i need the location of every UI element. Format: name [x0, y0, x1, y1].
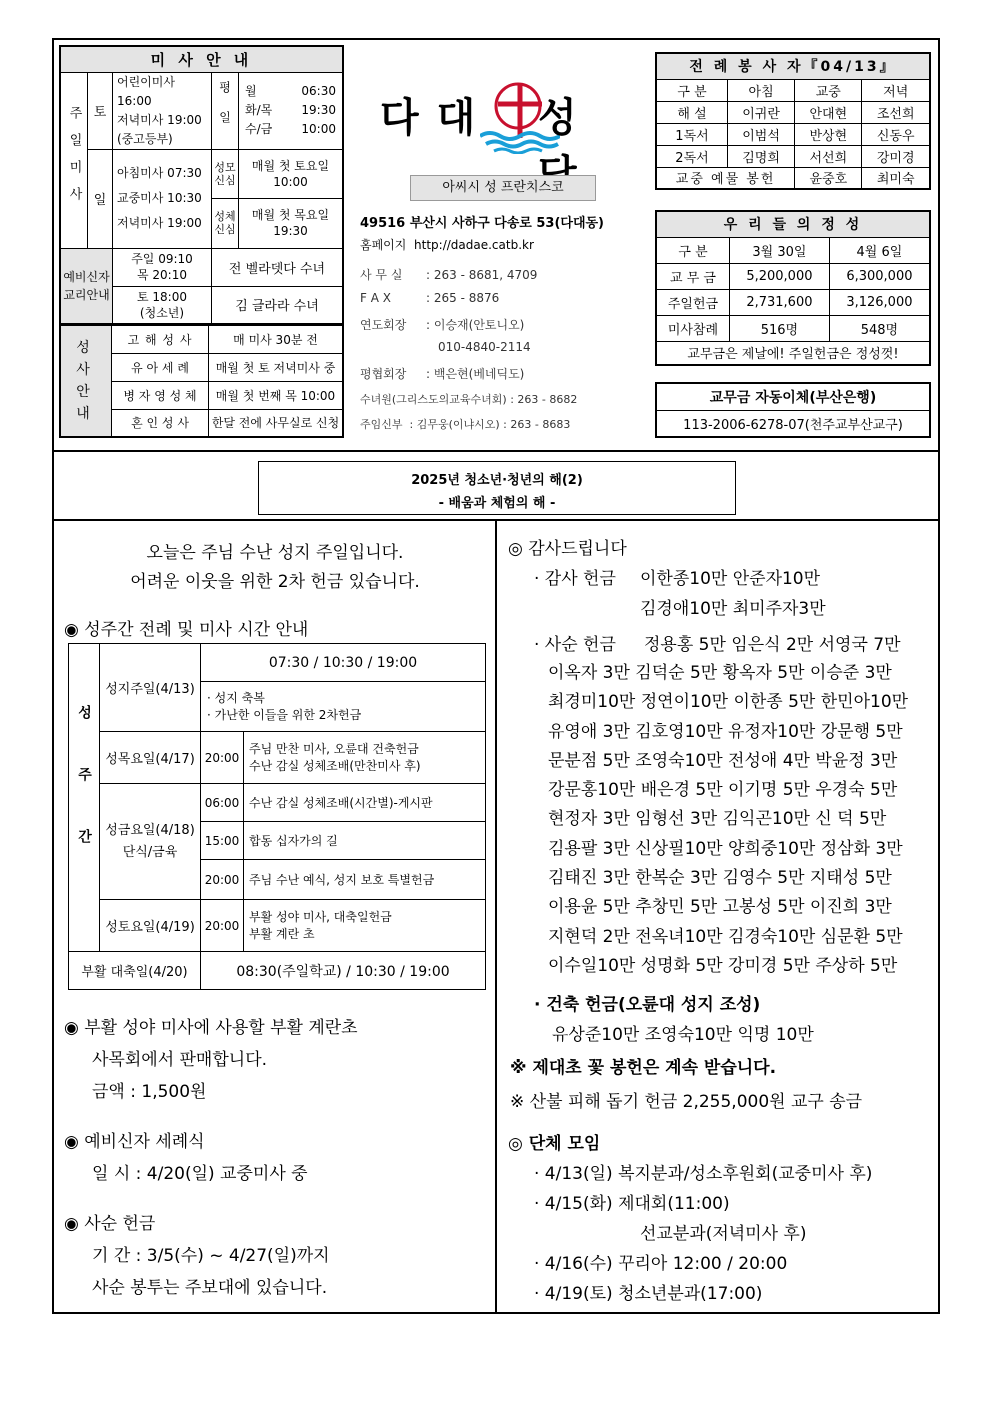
auto-transfer-box [655, 382, 931, 438]
holy-saturday-notes: 부활 성야 미사, 대축일헌금 부활 계란 초 [244, 900, 486, 952]
server-cell: 신동우 [862, 123, 930, 145]
holyweek-heading: ◉ 성주간 전례 및 미사 시간 안내 [64, 620, 309, 640]
liturgy-servers-table [655, 52, 931, 190]
contact-convent: 수녀원(그리스도의교육수녀회) : 263 - 8682 [360, 393, 578, 406]
auto-transfer-title: 교무금 자동이체(부산은행) [656, 383, 930, 410]
donor-line: 김용팔 3만 신상필10만 양희중10만 정삼화 3만 [548, 838, 903, 859]
header-cell: 저녁 [862, 79, 930, 101]
offering-row-label: 주일헌금 [656, 289, 730, 315]
server-cell: 이범석 [728, 123, 795, 145]
offering-value: 5,200,000 [730, 263, 830, 289]
group-meetings-heading: ◎ 단체 모임 [508, 1134, 601, 1154]
theme-line1: 2025년 청소년·청년의 해(2) [411, 473, 583, 488]
palm-sunday-times: 07:30 / 10:30 / 19:00 [201, 644, 486, 682]
donor-line: 지현덕 2만 전옥녀10만 김경숙10만 심문환 5만 [548, 926, 903, 947]
good-friday-label: 성금요일(4/18) 단식/금육 [100, 784, 201, 900]
egg-candle-line1: 사목회에서 판매합니다. [92, 1050, 268, 1070]
offering-label: 교중 예물 봉헌 [656, 167, 795, 189]
offerings-note: 교무금은 제날에! 주일헌금은 정성껏! [656, 341, 930, 365]
server-cell: 최미숙 [862, 167, 930, 189]
parish-name-part1: 다 대 [380, 95, 478, 141]
sacrament-value: 매 미사 30분 전 [209, 325, 344, 353]
group-meeting: · 4/13(일) 복지분과/성소후원회(교중미사 후) [534, 1164, 873, 1184]
palm-sunday-label: 성지주일(4/13) [100, 644, 201, 732]
contact-pyeonghyup: 평협회장 : 백은현(베네딕도) [360, 367, 525, 381]
header-cell: 구 분 [656, 237, 730, 263]
lent-offering-line1: 기 간 : 3/5(수) ~ 4/27(일)까지 [92, 1246, 330, 1266]
header-cell: 아침 [728, 79, 795, 101]
lent-donors-list [548, 659, 908, 981]
sacrament-name: 유 아 세 례 [112, 353, 209, 381]
offering-row-label: 미사참례 [656, 315, 730, 341]
weekday-label: 평일 [212, 72, 239, 149]
auto-transfer-account: 113-2006-6278-07(천주교부산교구) [656, 410, 930, 437]
palm-sunday-notes: · 성지 축복 · 가난한 이들을 위한 2차헌금 [201, 682, 486, 732]
donor-line: 김태진 3만 한복순 3만 김영수 5만 지태성 5만 [548, 868, 892, 889]
contact-office: 사 무 실 : 263 - 8681, 4709 [360, 268, 538, 282]
offering-value: 548명 [829, 315, 930, 341]
donor-line: 이옥자 3만 김덕순 5만 황옥자 5만 이승준 3만 [548, 663, 892, 683]
server-cell: 조선희 [862, 101, 930, 123]
lent-offering-line2: 사순 봉투는 주보대에 있습니다. [92, 1278, 328, 1298]
devotion1-label: 성모신심 [212, 150, 239, 199]
header-cell: 4월 6일 [829, 237, 930, 263]
catechumen1-teacher: 전 벨라뎃다 수녀 [212, 248, 344, 286]
contact-fax: F A X : 265 - 8876 [360, 291, 500, 305]
egg-candle-heading: ◉ 부활 성야 미사에 사용할 부활 계란초 [64, 1018, 358, 1038]
thanks-heading: ◎ 감사드립니다 [508, 539, 627, 559]
header-cell: 구 분 [656, 79, 728, 101]
altar-flower-note: ※ 제대초 꽃 봉헌은 계속 받습니다. [510, 1058, 777, 1078]
contact-yeondo: 연도회장 : 이승재(안토니오) [360, 318, 525, 332]
offering-value: 2,731,600 [730, 289, 830, 315]
server-cell: 강미경 [862, 145, 930, 167]
good-friday-event: 합동 십자가의 길 [244, 822, 486, 860]
devotion2-label: 성체신심 [212, 199, 239, 248]
baptism-line1: 일 시 : 4/20(일) 교중미사 중 [92, 1164, 308, 1184]
sun-mass-times: 아침미사 07:30 교중미사 10:30 저녁미사 19:00 [113, 149, 212, 248]
server-cell: 서선희 [795, 145, 862, 167]
sun-label: 일 [88, 149, 113, 248]
thanks-offering-line2: 김경애10만 최미주자3만 [640, 599, 826, 619]
thanks-offering-line1: 이한종10만 안준자10만 [640, 569, 821, 589]
good-friday-time: 06:00 [201, 784, 244, 822]
lent-donors-label: · 사순 헌금 [534, 635, 616, 655]
holyweek-table [68, 643, 486, 990]
sacrament-value: 매월 첫 토 저녁미사 중 [209, 353, 344, 381]
group-meeting: 선교분과(저녁미사 후) [640, 1224, 807, 1244]
holyweek-label: 성주간 [69, 644, 100, 952]
catechumen1-time: 주일 09:10 목 20:10 [113, 248, 212, 286]
intro-line2: 어려운 이웃을 위한 2차 헌금 있습니다. [130, 572, 420, 592]
intro-line1: 오늘은 주님 수난 성지 주일입니다. [146, 543, 404, 563]
homepage-row [360, 236, 534, 253]
holy-thursday-time: 20:00 [201, 732, 244, 784]
mass-info-title: 미 사 안 내 [60, 46, 343, 72]
donor-line: 문분점 5만 조영숙10만 전성애 4만 박윤정 3만 [548, 750, 898, 771]
sat-label: 토 [88, 72, 113, 149]
sacrament-value: 매월 첫 번째 목 10:00 [209, 381, 344, 409]
divider [495, 519, 497, 1314]
donor-line: 이수일10만 성명화 5만 강미경 5만 주상하 5만 [548, 955, 898, 976]
good-friday-time: 20:00 [201, 860, 244, 900]
role-cell: 2독서 [656, 145, 728, 167]
homepage-label: 홈페이지 [360, 238, 407, 252]
holy-saturday-label: 성토요일(4/19) [100, 900, 201, 952]
offering-value: 6,300,000 [829, 263, 930, 289]
homepage-link[interactable]: http://dadae.catb.kr [414, 238, 534, 252]
lent-offering-heading: ◉ 사순 헌금 [64, 1214, 156, 1234]
catechumen-label: 예비신자교리안내 [60, 248, 113, 324]
sacrament-name: 혼 인 성 사 [112, 409, 209, 437]
sacraments-label: 성사안내 [60, 325, 112, 437]
mass-info-table [59, 45, 344, 325]
lent-donors-first: 정용홍 5만 임은식 2만 서영국 7만 [644, 635, 901, 655]
sacrament-name: 고 해 성 사 [112, 325, 209, 353]
egg-candle-line2: 금액 : 1,500원 [92, 1082, 207, 1102]
group-meeting: · 4/15(화) 제대회(11:00) [534, 1194, 730, 1214]
catechumen2-time: 토 18:00 (청소년) [113, 286, 212, 324]
donor-line: 현정자 3만 임형선 3만 김익곤10만 신 덕 5만 [548, 809, 887, 830]
sacrament-value: 한달 전에 사무실로 신청 [209, 409, 344, 437]
holy-saturday-time: 20:00 [201, 900, 244, 952]
server-cell: 이귀란 [728, 101, 795, 123]
contact-phone: 010-4840-2114 [438, 340, 531, 354]
server-cell: 김명희 [728, 145, 795, 167]
devotion2-value: 매월 첫 목요일 19:30 [251, 208, 330, 239]
thanks-offering-label: · 감사 헌금 [534, 569, 616, 589]
server-cell: 윤중호 [795, 167, 862, 189]
server-cell: 안대현 [795, 101, 862, 123]
easter-label: 부활 대축일(4/20) [69, 952, 201, 990]
donor-line: 유영애 3만 김호영10만 유정자10만 강문행 5만 [548, 721, 903, 742]
theme-box [258, 461, 736, 515]
group-meeting: · 4/19(토) 청소년분과(17:00) [534, 1284, 763, 1304]
offerings-table [655, 210, 931, 366]
sunday-mass-label: 주일미사 [60, 72, 88, 248]
donor-line: 강문홍10만 배은경 5만 이기명 5만 우경숙 5만 [548, 780, 898, 801]
address: 49516 부산시 사하구 다송로 53(다대동) [360, 216, 605, 231]
divider [52, 450, 940, 452]
role-cell: 1독서 [656, 123, 728, 145]
offering-value: 516명 [730, 315, 830, 341]
wildfire-relief-note: ※ 산불 피해 돕기 헌금 2,255,000원 교구 송금 [510, 1092, 863, 1112]
offerings-title: 우 리 들 의 정 성 [656, 211, 930, 237]
header-cell: 교중 [795, 79, 862, 101]
devotion1-value: 매월 첫 토요일 10:00 [239, 150, 343, 199]
server-cell: 반상현 [795, 123, 862, 145]
donor-line: 이용윤 5만 추창민 5만 고봉성 5만 이진희 3만 [548, 897, 892, 918]
group-meeting: · 4/16(수) 꾸리아 12:00 / 20:00 [534, 1254, 788, 1274]
good-friday-event: 수난 감실 성체조배(시간별)-게시판 [244, 784, 486, 822]
patron-saint: 아씨시 성 프란치스코 [410, 175, 596, 201]
offering-value: 3,126,000 [829, 289, 930, 315]
sacrament-name: 병 자 영 성 체 [112, 381, 209, 409]
weekday-mass-times: 월 06:30 화/목 19:30 수/금 10:00 [239, 72, 344, 149]
donor-line: 최경미10만 정연이10만 이한종 5만 한민아10만 [548, 692, 909, 713]
baptism-heading: ◉ 예비신자 세례식 [64, 1132, 205, 1152]
offering-row-label: 교 무 금 [656, 263, 730, 289]
role-cell: 해 설 [656, 101, 728, 123]
good-friday-time: 15:00 [201, 822, 244, 860]
building-offering-line: 유상준10만 조영숙10만 익명 10만 [552, 1025, 814, 1045]
sat-mass-times: 어린이미사 16:00 저녁미사 19:00 (중고등부) [113, 72, 212, 149]
holy-thursday-notes: 주님 만찬 미사, 오륜대 건축헌금 수난 감실 성체조배(만찬미사 후) [244, 732, 486, 784]
holy-thursday-label: 성목요일(4/17) [100, 732, 201, 784]
sacraments-table [59, 324, 344, 438]
parish-name-part2: 성 [538, 95, 579, 141]
liturgy-servers-title: 전 례 봉 사 자『04/13』 [656, 53, 930, 79]
parish-logo [380, 80, 630, 150]
building-offering-label: · 건축 헌금(오륜대 성지 조성) [534, 995, 761, 1015]
header-cell: 3월 30일 [730, 237, 830, 263]
theme-line2: - 배움과 체험의 해 - [438, 496, 556, 511]
catechumen2-teacher: 김 글라라 수녀 [212, 286, 344, 324]
devotion-cell [212, 149, 344, 248]
easter-times: 08:30(주일학교) / 10:30 / 19:00 [201, 952, 486, 990]
contact-pastor: 주임신부 : 김무웅(이냐시오) : 263 - 8683 [360, 418, 571, 431]
good-friday-event: 주님 수난 예식, 성지 보호 특별헌금 [244, 860, 486, 900]
